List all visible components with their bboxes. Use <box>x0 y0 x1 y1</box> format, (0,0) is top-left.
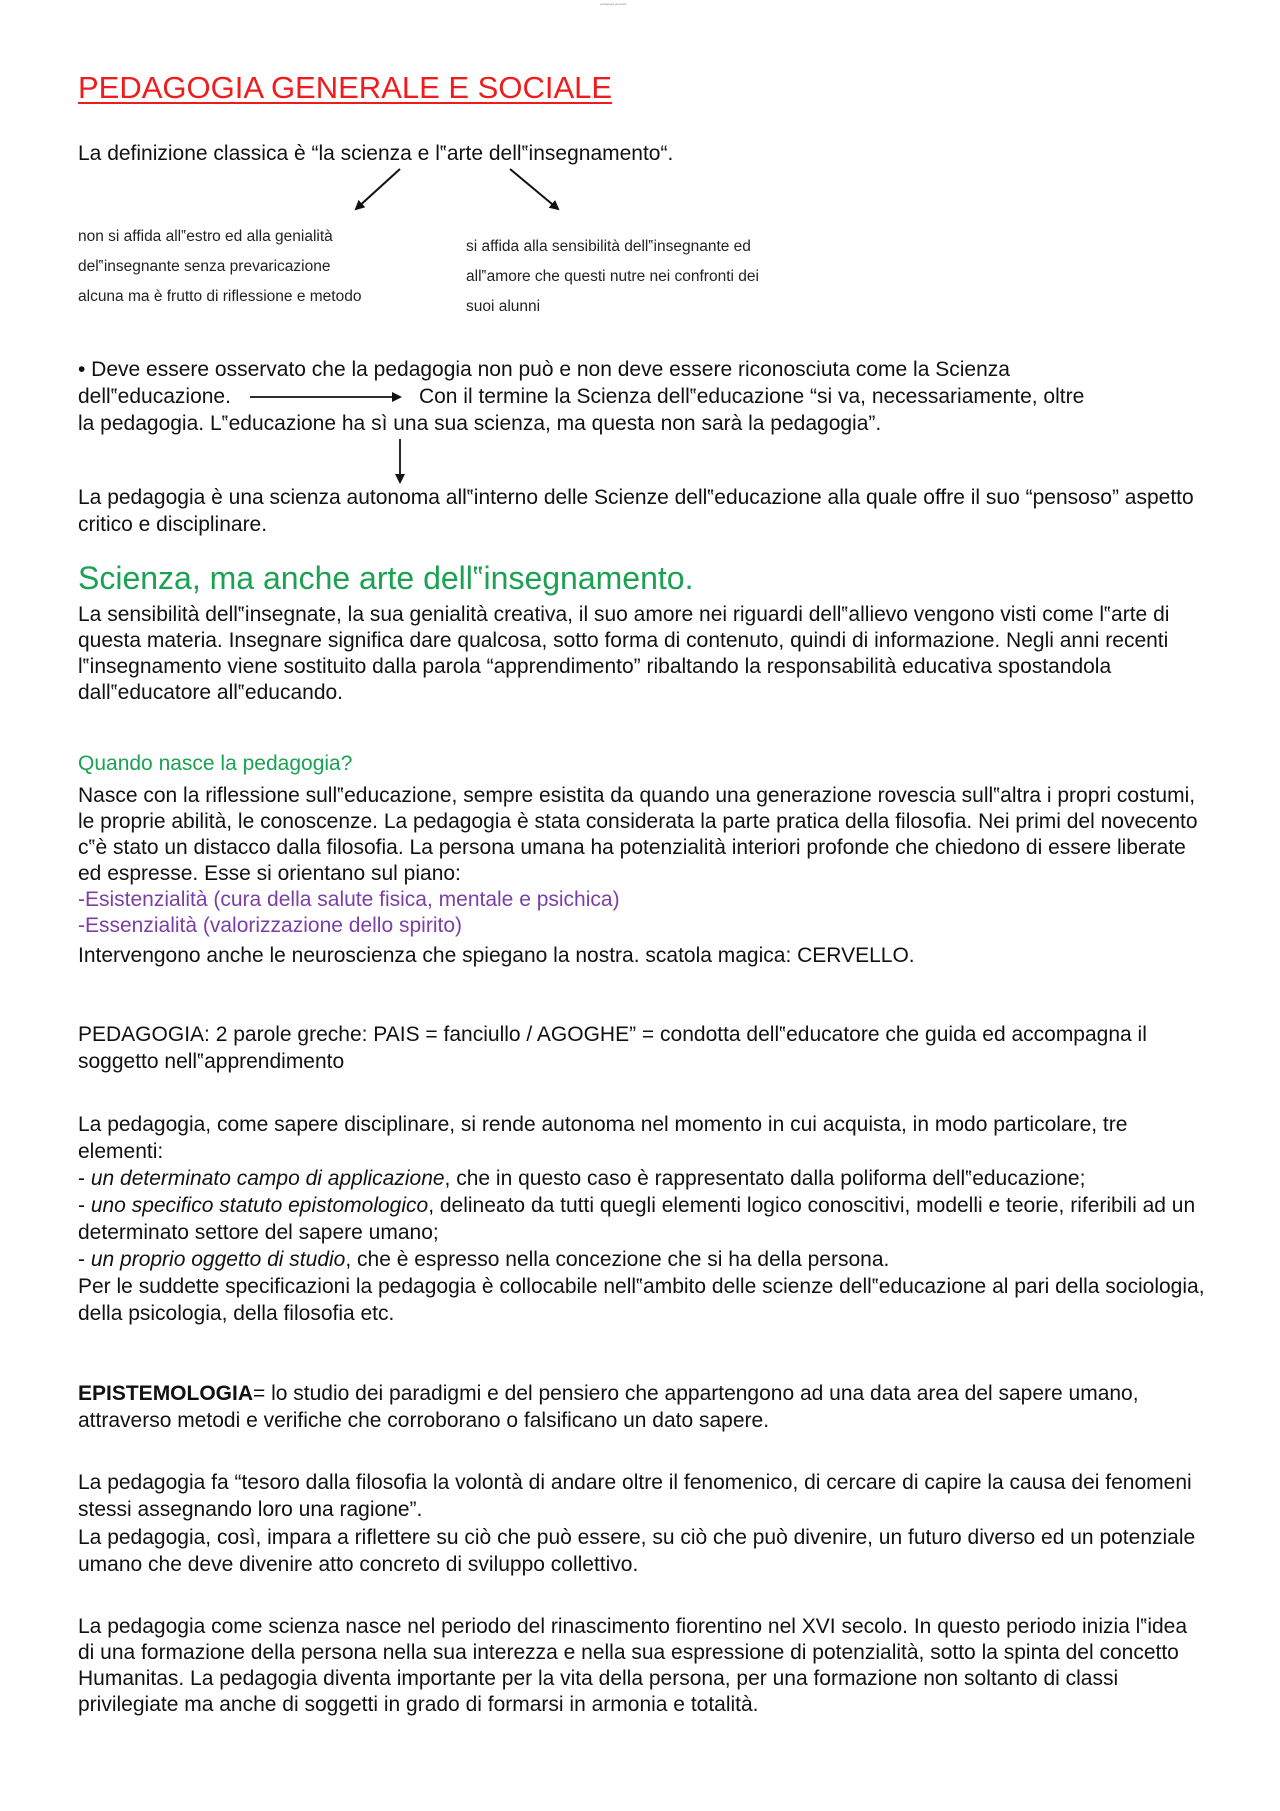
sapere-item-title: un determinato campo di applicazione <box>90 1167 445 1190</box>
right-note <box>466 232 759 322</box>
dash: - <box>78 1194 91 1217</box>
page-title: PEDAGOGIA GENERALE E SOCIALE <box>78 70 613 105</box>
bullet-paragraph <box>78 356 1208 437</box>
left-note-line: non si affida all‟estro ed alla genialità <box>78 228 333 245</box>
right-note-line: si affida alla sensibilità dell‟insegnante ed <box>466 238 751 255</box>
sapere-item <box>78 1165 1208 1192</box>
essenzialita-line: -Essenzialità (valorizzazione dello spirito) <box>78 914 462 937</box>
bullet-line-part: dell‟educazione. <box>78 385 231 408</box>
left-note <box>78 222 361 312</box>
section-heading: Scienza, ma anche arte dell‟insegnamento. <box>78 560 694 596</box>
bullet-line: • Deve essere osservato che la pedagogia non può e non deve essere riconosciuta come la Scienza <box>78 358 1010 381</box>
nasce-paragraph: Nasce con la riflessione sull‟educazione, sempre esistita da quando una generazione rovescia sull‟altra i propri costumi, le proprie abilità, le conoscenze. La pedagogia è stata considerata la parte pratica della filosofia. Nei primi del novecento c‟è stato un distacco dalla filosofia. La persona umana ha potenzialità interiori profonde che chiedono di essere liberate ed espresse. Esse si orientano sul piano: <box>78 784 1198 885</box>
arrow-right <box>510 169 558 209</box>
left-note-line: del‟insegnante senza prevaricazione <box>78 258 331 275</box>
left-note-line: alcuna ma è frutto di riflessione e metodo <box>78 288 362 305</box>
tesoro-paragraph: La pedagogia fa “tesoro dalla filosofia la volontà di andare oltre il fenomenico, di cercare di capire la causa dei fenomeni stessi assegnando loro una ragione”. <box>78 1471 1192 1521</box>
sapere-item <box>78 1246 1208 1273</box>
sapere-item-title: uno specifico statuto epistomologico <box>90 1194 429 1217</box>
sapere-item-text: , che è espresso nella concezione che si ha della persona. <box>345 1248 890 1271</box>
arrow-left <box>356 169 400 209</box>
bullet-line: la pedagogia. L‟educazione ha sì una sua scienza, ma questa non sarà la pedagogia”. <box>78 412 882 435</box>
dash: - <box>78 1167 91 1190</box>
sapere-item-title: un proprio oggetto di studio <box>90 1248 346 1271</box>
epistemologia-term: EPISTEMOLOGIA <box>78 1382 254 1405</box>
epistemologia-paragraph <box>78 1380 1208 1434</box>
autonoma-paragraph: La pedagogia è una scienza autonoma all‟interno delle Scienze dell‟educazione alla quale offre il suo “pensoso” aspetto critico e disciplinare. <box>78 486 1194 536</box>
sapere-item-text: , delineato da tutti quegli elementi logico conoscitivi, modelli e teorie, riferibili ad un determinato settore del sapere umano; <box>78 1194 1196 1244</box>
intro-definition: La definizione classica è “la scienza e l‟arte dell‟insegnamento“. <box>78 142 674 165</box>
sapere-item <box>78 1192 1208 1246</box>
dash: - <box>78 1248 91 1271</box>
etimologia-paragraph: PEDAGOGIA: 2 parole greche: PAIS = fanciullo / AGOGHE” = condotta dell‟educatore che guida ed accompagna il soggetto nell‟apprendimento <box>78 1023 1147 1073</box>
right-note-line: all‟amore che questi nutre nei confronti dei <box>466 268 759 285</box>
epistemologia-definition: = lo studio dei paradigmi e del pensiero che appartengono ad una data area del sapere umano, attraverso metodi e verifiche che corroborano o falsificano un dato sapere. <box>78 1382 1139 1432</box>
sapere-item-text: , che in questo caso è rappresentato dalla poliforma dell‟educazione; <box>444 1167 1086 1190</box>
sapere-paragraph <box>78 1111 1208 1327</box>
header-mark: pedagogia generale <box>600 2 627 6</box>
question-heading: Quando nasce la pedagogia? <box>78 752 353 775</box>
rinascimento-paragraph: La pedagogia come scienza nasce nel periodo del rinascimento fiorentino nel XVI secolo. In questo periodo inizia l‟idea di una formazione della persona nella sua interezza e nella sua espressione di potenzialità, sotto la spinta del concetto Humanitas. La pedagogia diventa importante per la vita della persona, per una formazione non soltanto di classi privilegiate ma anche di soggetti in grado di formarsi in armonia e totalità. <box>78 1615 1188 1716</box>
esistenzialita-line: -Esistenzialità (cura della salute fisica, mentale e psichica) <box>78 888 620 911</box>
neuro-line: Intervengono anche le neuroscienza che spiegano la nostra. scatola magica: CERVELLO. <box>78 944 915 967</box>
riflettere-paragraph: La pedagogia, così, impara a riflettere su ciò che può essere, su ciò che può divenire, un futuro diverso ed un potenziale umano che deve divenire atto concreto di sviluppo collettivo. <box>78 1526 1196 1576</box>
sapere-outro: Per le suddette specificazioni la pedagogia è collocabile nell‟ambito delle scienze dell‟educazione al pari della sociologia, della psicologia, della filosofia etc. <box>78 1275 1205 1325</box>
sapere-intro: La pedagogia, come sapere disciplinare, si rende autonoma nel momento in cui acquista, in modo particolare, tre elementi: <box>78 1113 1128 1163</box>
sensibilita-paragraph: La sensibilità dell‟insegnate, la sua genialità creativa, il suo amore nei riguardi dell‟allievo vengono visti come l‟arte di questa materia. Insegnare significa dare qualcosa, sotto forma di contenuto, quindi di informazione. Negli anni recenti l‟insegnamento viene sostituito dalla parola “apprendimento” ribaltando la responsabilità educativa spostandola dall‟educatore all‟educando. <box>78 603 1170 704</box>
bullet-line <box>78 383 1208 410</box>
right-note-line: suoi alunni <box>466 298 541 315</box>
bullet-line-part: Con il termine la Scienza dell‟educazione “si va, necessariamente, oltre <box>418 385 1085 408</box>
